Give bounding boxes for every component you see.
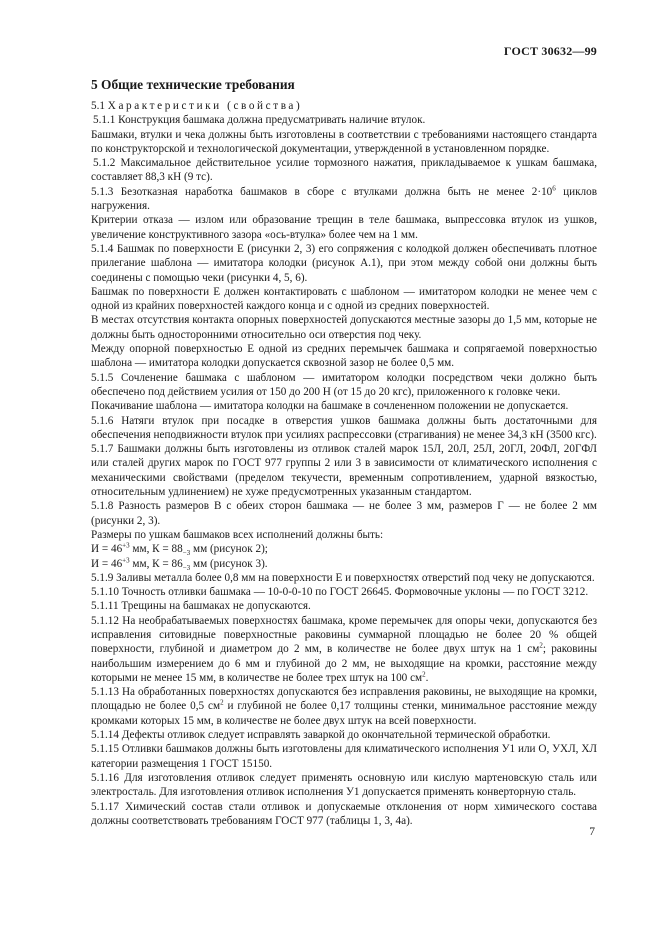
text-run: циклов нагружения. bbox=[91, 185, 598, 213]
paragraph-5-1-8b: Размеры по ушкам башмаков всех исполнений должны быть: bbox=[91, 528, 384, 541]
paragraph-5-1-14: 5.1.14 Дефекты отливок следует исправлять заваркой до окончательной термической обработки. bbox=[91, 729, 551, 742]
subscript: −3 bbox=[182, 563, 191, 572]
text-run: . bbox=[425, 671, 429, 684]
superscript: +3 bbox=[122, 555, 130, 564]
superscript: +3 bbox=[122, 541, 130, 550]
text-run: 5.1.12 На необрабатываемых поверхностях башмака, кроме перемычек для опоры чеки, допускаются без исправления ситовидные поверхностные раковины суммарной площадью не более 20 % общей поверхности, глубиной и диаметром до 2 мм, в количестве не более двух штук на 1 см bbox=[91, 614, 597, 656]
superscript: 2 bbox=[422, 670, 426, 679]
doc-code-header: ГОСТ 30632—99 bbox=[503, 44, 597, 58]
text-run: и глубиной не более 0,17 толщины стенки, минимальное расстояние между кромками которых 15 мм, в количестве не более двух штук на всей поверхности. bbox=[91, 700, 597, 727]
superscript: 2 bbox=[539, 641, 543, 650]
text-run: И = 46 bbox=[91, 557, 123, 570]
paragraph-5-1-13 bbox=[91, 685, 597, 728]
paragraph-5-1-1: 5.1.1 Конструкция башмака должна предусматривать наличие втулок. bbox=[93, 114, 426, 127]
dimension-line-2 bbox=[91, 557, 597, 571]
text-run: мм (рисунок 2); bbox=[190, 543, 268, 556]
superscript: 6 bbox=[552, 184, 556, 193]
text-run: 5.1.13 На обработанных поверхностях допускаются без исправления раковины, не выходящие на кромки, площадью не более 0,5 см bbox=[91, 686, 597, 713]
paragraph-5-1-9: 5.1.9 Заливы металла более 0,8 мм на поверхности Е и поверхностях отверстий под чеку не допускаются. bbox=[91, 571, 595, 584]
paragraph-5-1-5: 5.1.5 Сочленение башмака с шаблоном — имитатором колодки посредством чеки должно быть обеспечено под действием усилия от 150 до 200 Н (от 15 до 20 кгс), приложенного к головке чеки. bbox=[91, 371, 597, 398]
paragraph-5-1-4c: В местах отсутствия контакта опорных поверхностей допускаются местные зазоры до 1,5 мм, которые не должны быть односторонними относительно оси отверстия под чеку. bbox=[91, 314, 597, 341]
text-run: И = 46 bbox=[91, 543, 123, 556]
paragraph-5-1-1b: Башмаки, втулки и чека должны быть изготовлены в соответствии с требованиями настоящего стандарта по конструкторской и технологической документации, утвержденной в установленном порядке. bbox=[91, 128, 597, 155]
section-title: 5 Общие технические требования bbox=[91, 77, 295, 92]
paragraph-5-1-16: 5.1.16 Для изготовления отливок следует применять основную или кислую мартеновскую сталь или электросталь. Для изготовления отливок исполнения У1 допускается применять конверторную сталь. bbox=[91, 771, 597, 799]
clause-number: 5.1 bbox=[91, 100, 108, 112]
paragraph-5-1-2: 5.1.2 Максимальное действительное усилие тормозного нажатия, прикладываемое к ушкам башмака, составляет 88,3 кН (9 тс). bbox=[91, 157, 597, 184]
subscript: −3 bbox=[182, 549, 191, 558]
text-run: мм, К = 86 bbox=[129, 557, 183, 570]
paragraph-5-1-10: 5.1.10 Точность отливки башмака — 10-0-0-10 по ГОСТ 26645. Формовочные уклоны — по ГОСТ 3212. bbox=[91, 586, 589, 599]
text-run: мм (рисунок 3). bbox=[190, 557, 268, 570]
paragraph-5-1-4b: Башмак по поверхности Е должен контактировать с шаблоном — имитатором колодки не менее чем с одной из крайних поверхностей каждого конца и с одной из средних поверхностей. bbox=[91, 285, 597, 313]
paragraph-5-1-7: 5.1.7 Башмаки должны быть изготовлены из отливок сталей марок 15Л, 20Л, 25Л, 20ГЛ, 20ФЛ, 20ГФЛ или сталей других марок по ГОСТ 977 группы 2 или 3 в зависимости от климатического исполнения с механическими свойствами (пределом текучести, временным сопротивлением, ударной вязкостью, относительным удлинением) не хуже предусмотренных указанным стандартом. bbox=[91, 443, 597, 499]
paragraph-5-1-6: 5.1.6 Натяги втулок при посадке в отверстия ушков башмака должны быть достаточными для обеспечения неподвижности втулок при усилиях распрессовки (страгивания) не менее 34,3 кН (3500 кгс). bbox=[91, 414, 597, 441]
text-run: ; раковины наибольшим измерением до 6 мм и глубиной до 2 мм, не выходящие на кромки, расстояние между которыми не менее 15 мм, в количестве не более трех штук на 100 см bbox=[91, 643, 597, 684]
paragraph-5-1-4: 5.1.4 Башмак по поверхности Е (рисунки 2, 3) его сопряжения с колодкой должен обеспечивать плотное прилегание шаблона — имитатора колодки (рисунок А.1), при этом между собой они должны быть соединены с помощью чеки (рисунки 4, 5, 6). bbox=[91, 242, 597, 284]
paragraph-5-1-15: 5.1.15 Отливки башмаков должны быть изготовлены для климатического исполнения У1 или О, УХЛ, ХЛ категории размещения 1 ГОСТ 15150. bbox=[91, 743, 597, 770]
paragraph-5-1 bbox=[91, 99, 597, 113]
paragraph-5-1-5b: Покачивание шаблона — имитатора колодки на башмаке в сочлененном положении не допускается. bbox=[91, 400, 569, 413]
paragraph-5-1-4d: Между опорной поверхностью Е одной из средних перемычек башмака и сопрягаемой поверхностью шаблона — имитатора колодки допускается сквозной зазор не более 0,5 мм. bbox=[91, 343, 597, 370]
paragraph-5-1-12 bbox=[91, 614, 597, 685]
document-body bbox=[91, 76, 597, 828]
superscript: 2 bbox=[220, 698, 224, 707]
paragraph-5-1-3 bbox=[91, 185, 597, 214]
paragraph-5-1-3b: Критерии отказа — излом или образование трещин в теле башмака, выпрессовка втулок из ушков, увеличение конструктивного зазора «ось-втулка» более чем на 1 мм. bbox=[91, 214, 597, 241]
paragraph-5-1-8: 5.1.8 Разность размеров В с обеих сторон башмака — не более 3 мм, размеров Г — не более 2 мм (рисунки 2, 3). bbox=[91, 500, 597, 527]
clause-title: Характеристики (свойства) bbox=[107, 100, 303, 112]
text-run: мм, К = 88 bbox=[129, 543, 183, 556]
text-run: 5.1.3 Безотказная наработка башмаков в сборе с втулками должна быть не менее 2·10 bbox=[91, 185, 553, 198]
paragraph-5-1-17: 5.1.17 Химический состав стали отливок и допускаемые отклонения от норм химического состава должны соответствовать требованиям ГОСТ 977 (таблицы 1, 3, 4а). bbox=[91, 800, 597, 827]
page-number: 7 bbox=[589, 826, 595, 838]
paragraph-5-1-11: 5.1.11 Трещины на башмаках не допускаются. bbox=[91, 600, 311, 613]
dimension-line-1 bbox=[91, 542, 597, 556]
